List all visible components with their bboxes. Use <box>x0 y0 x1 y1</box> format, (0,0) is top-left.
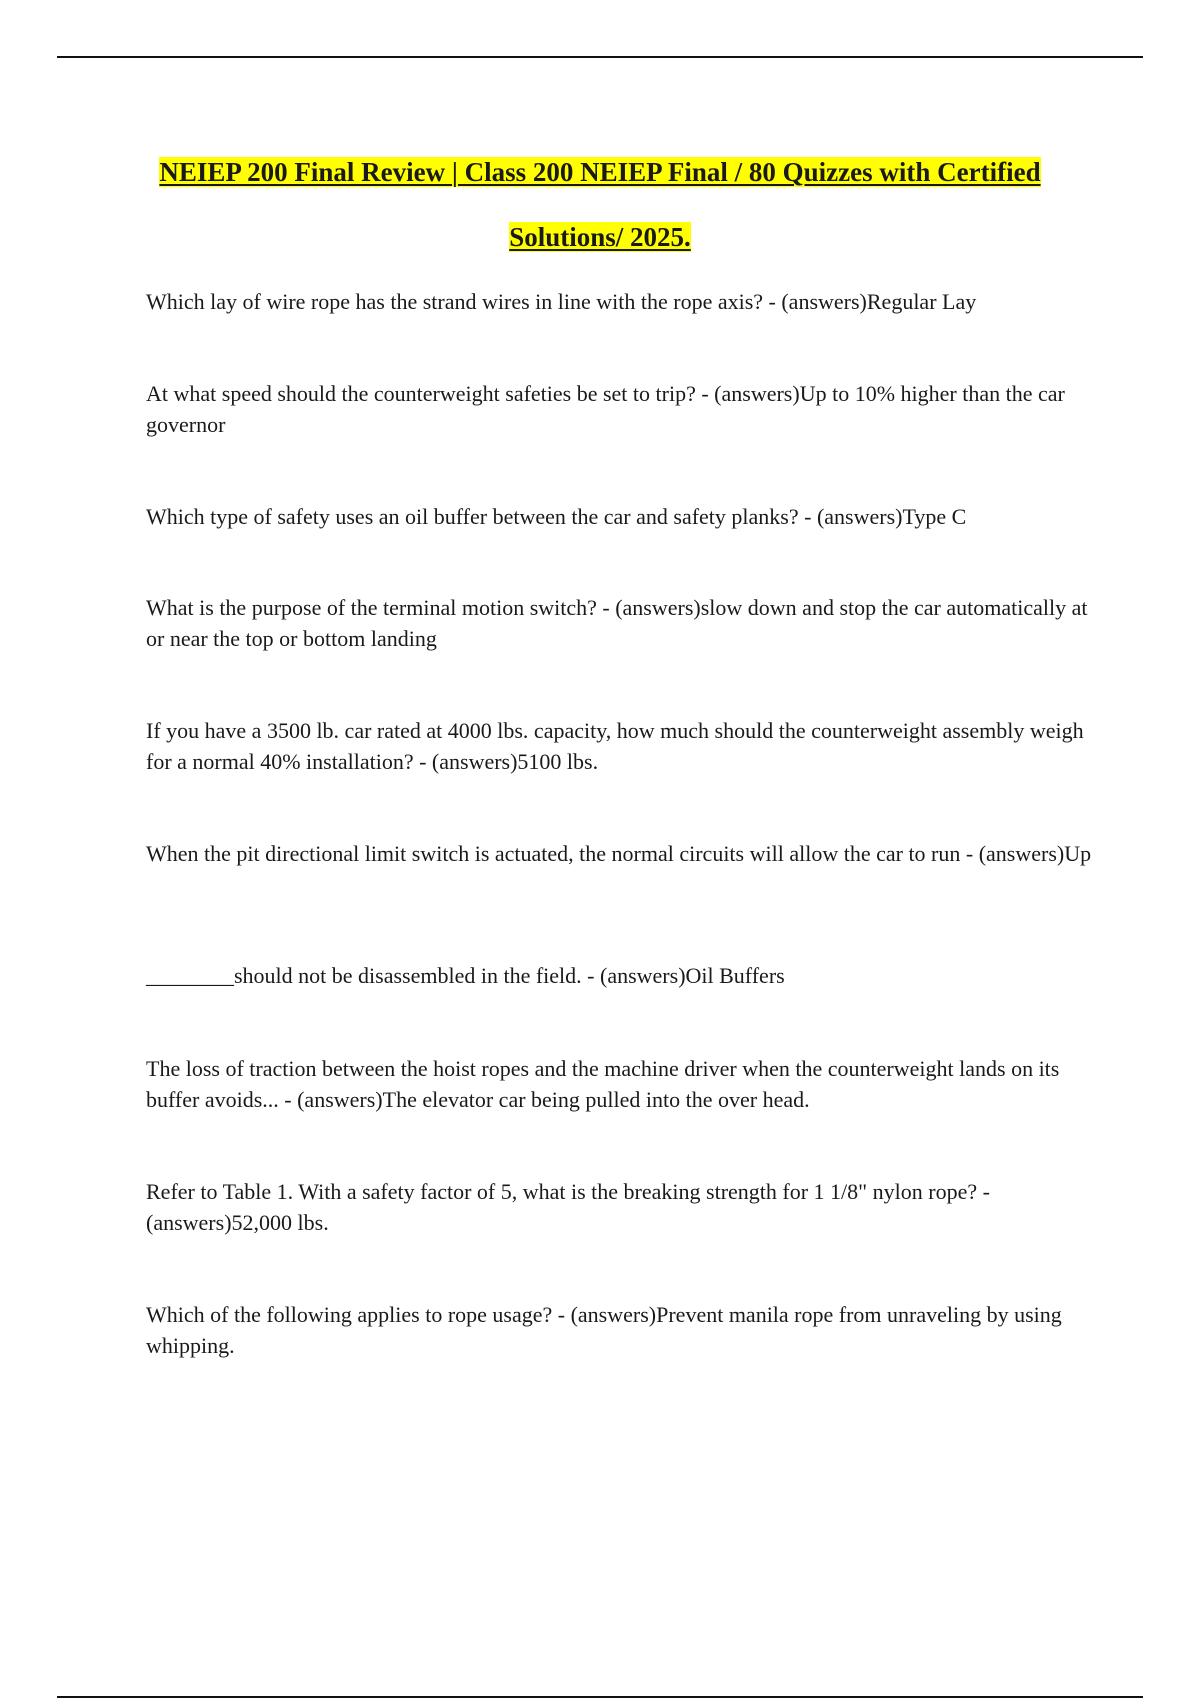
qa-item: If you have a 3500 lb. car rated at 4000 lbs. capacity, how much should the counterweight assembly weigh for a normal 40% installation? - (answers)5100 lbs. <box>146 718 1084 774</box>
qa-item: When the pit directional limit switch is actuated, the normal circuits will allow the car to run - (answers)Up <box>146 841 1092 866</box>
qa-item: Which type of safety uses an oil buffer between the car and safety planks? - (answers)Type C <box>146 504 967 529</box>
title-line-1-text: NEIEP 200 Final Review | Class 200 NEIEP Final / 80 Quizzes with Certified <box>159 157 1041 187</box>
qa-item: The loss of traction between the hoist ropes and the machine driver when the counterweight lands on its buffer avoids... - (answers)The elevator car being pulled into the over head. <box>146 1056 1060 1112</box>
qa-item: Which of the following applies to rope usage? - (answers)Prevent manila rope from unraveling by using whipping. <box>146 1302 1062 1358</box>
qa-item: Refer to Table 1. With a safety factor of 5, what is the breaking strength for 1 1/8" nylon rope? - (answers)52,000 lbs. <box>146 1179 990 1235</box>
qa-item: Which lay of wire rope has the strand wires in line with the rope axis? - (answers)Regular Lay <box>146 289 977 314</box>
top-divider <box>57 56 1143 58</box>
document-title <box>80 140 1120 270</box>
bottom-divider <box>57 1696 1143 1698</box>
qa-item: What is the purpose of the terminal motion switch? - (answers)slow down and stop the car automatically at or near the top or bottom landing <box>146 595 1088 651</box>
qa-item: ________should not be disassembled in the field. - (answers)Oil Buffers <box>146 963 785 988</box>
qa-item: At what speed should the counterweight safeties be set to trip? - (answers)Up to 10% higher than the car governor <box>146 381 1065 437</box>
title-line-1 <box>80 140 1120 205</box>
title-line-2-text: Solutions/ 2025. <box>509 222 691 252</box>
title-line-2 <box>80 205 1120 270</box>
